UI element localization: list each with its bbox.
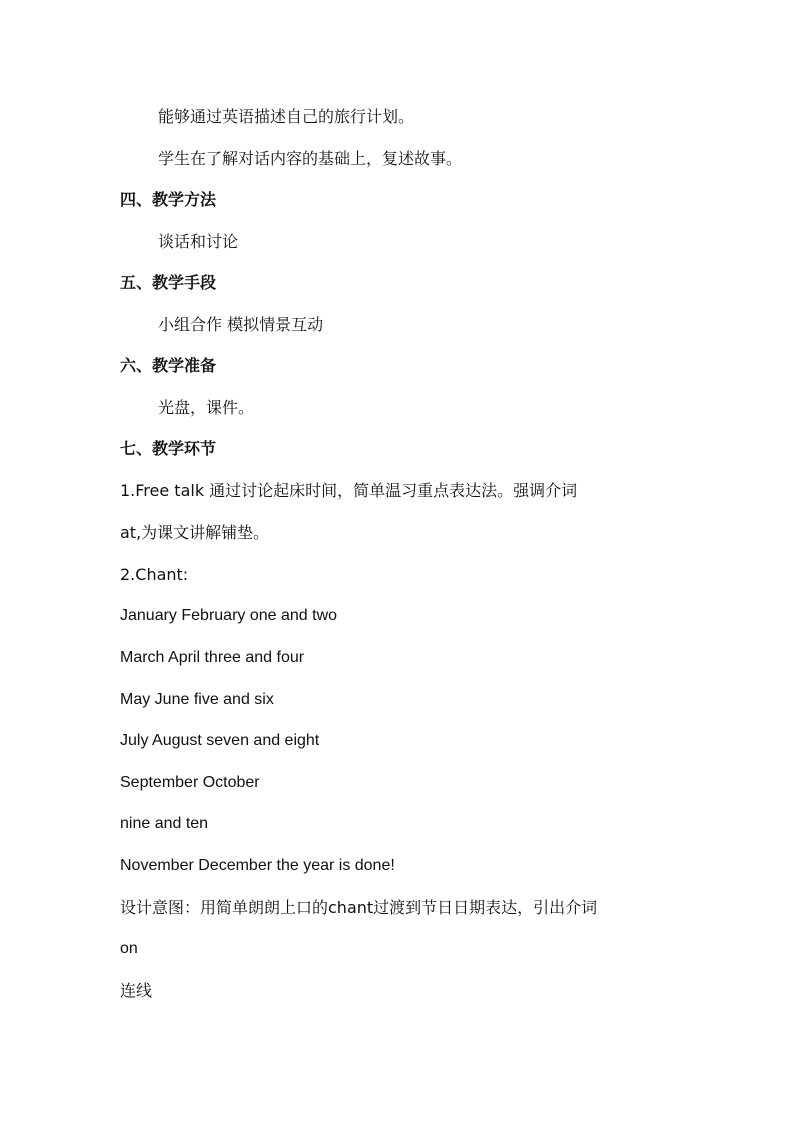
- chant-line: May June five and six: [120, 691, 274, 708]
- step-1-line-2: at,为课文讲解铺垫。: [120, 523, 270, 542]
- step-2-label: 2.Chant:: [120, 565, 189, 584]
- link-label: 连线: [120, 981, 153, 1000]
- section-4-heading: 四、教学方法: [120, 190, 217, 209]
- chant-line: July August seven and eight: [120, 732, 320, 749]
- chant-line: nine and ten: [120, 815, 209, 832]
- section-7-heading: 七、教学环节: [120, 439, 217, 458]
- objective-line-1: 能够通过英语描述自己的旅行计划。: [158, 107, 415, 126]
- section-5-content: 小组合作 模拟情景互动: [158, 315, 324, 334]
- chant-line: November December the year is done!: [120, 857, 395, 874]
- design-intent-line-1: 设计意图：用简单朗朗上口的chant过渡到节日日期表达，引出介词: [120, 898, 598, 917]
- step-1-line-1: 1.Free talk 通过讨论起床时间，简单温习重点表达法。强调介词: [120, 481, 578, 500]
- chant-line: March April three and four: [120, 649, 305, 666]
- design-intent-line-2: on: [120, 940, 138, 957]
- section-6-content: 光盘，课件。: [158, 398, 255, 417]
- section-5-heading: 五、教学手段: [120, 273, 217, 292]
- objective-line-2: 学生在了解对话内容的基础上，复述故事。: [158, 149, 463, 168]
- section-6-heading: 六、教学准备: [120, 356, 217, 375]
- chant-line: January February one and two: [120, 607, 338, 624]
- section-4-content: 谈话和讨论: [158, 232, 239, 251]
- chant-line: September October: [120, 774, 260, 791]
